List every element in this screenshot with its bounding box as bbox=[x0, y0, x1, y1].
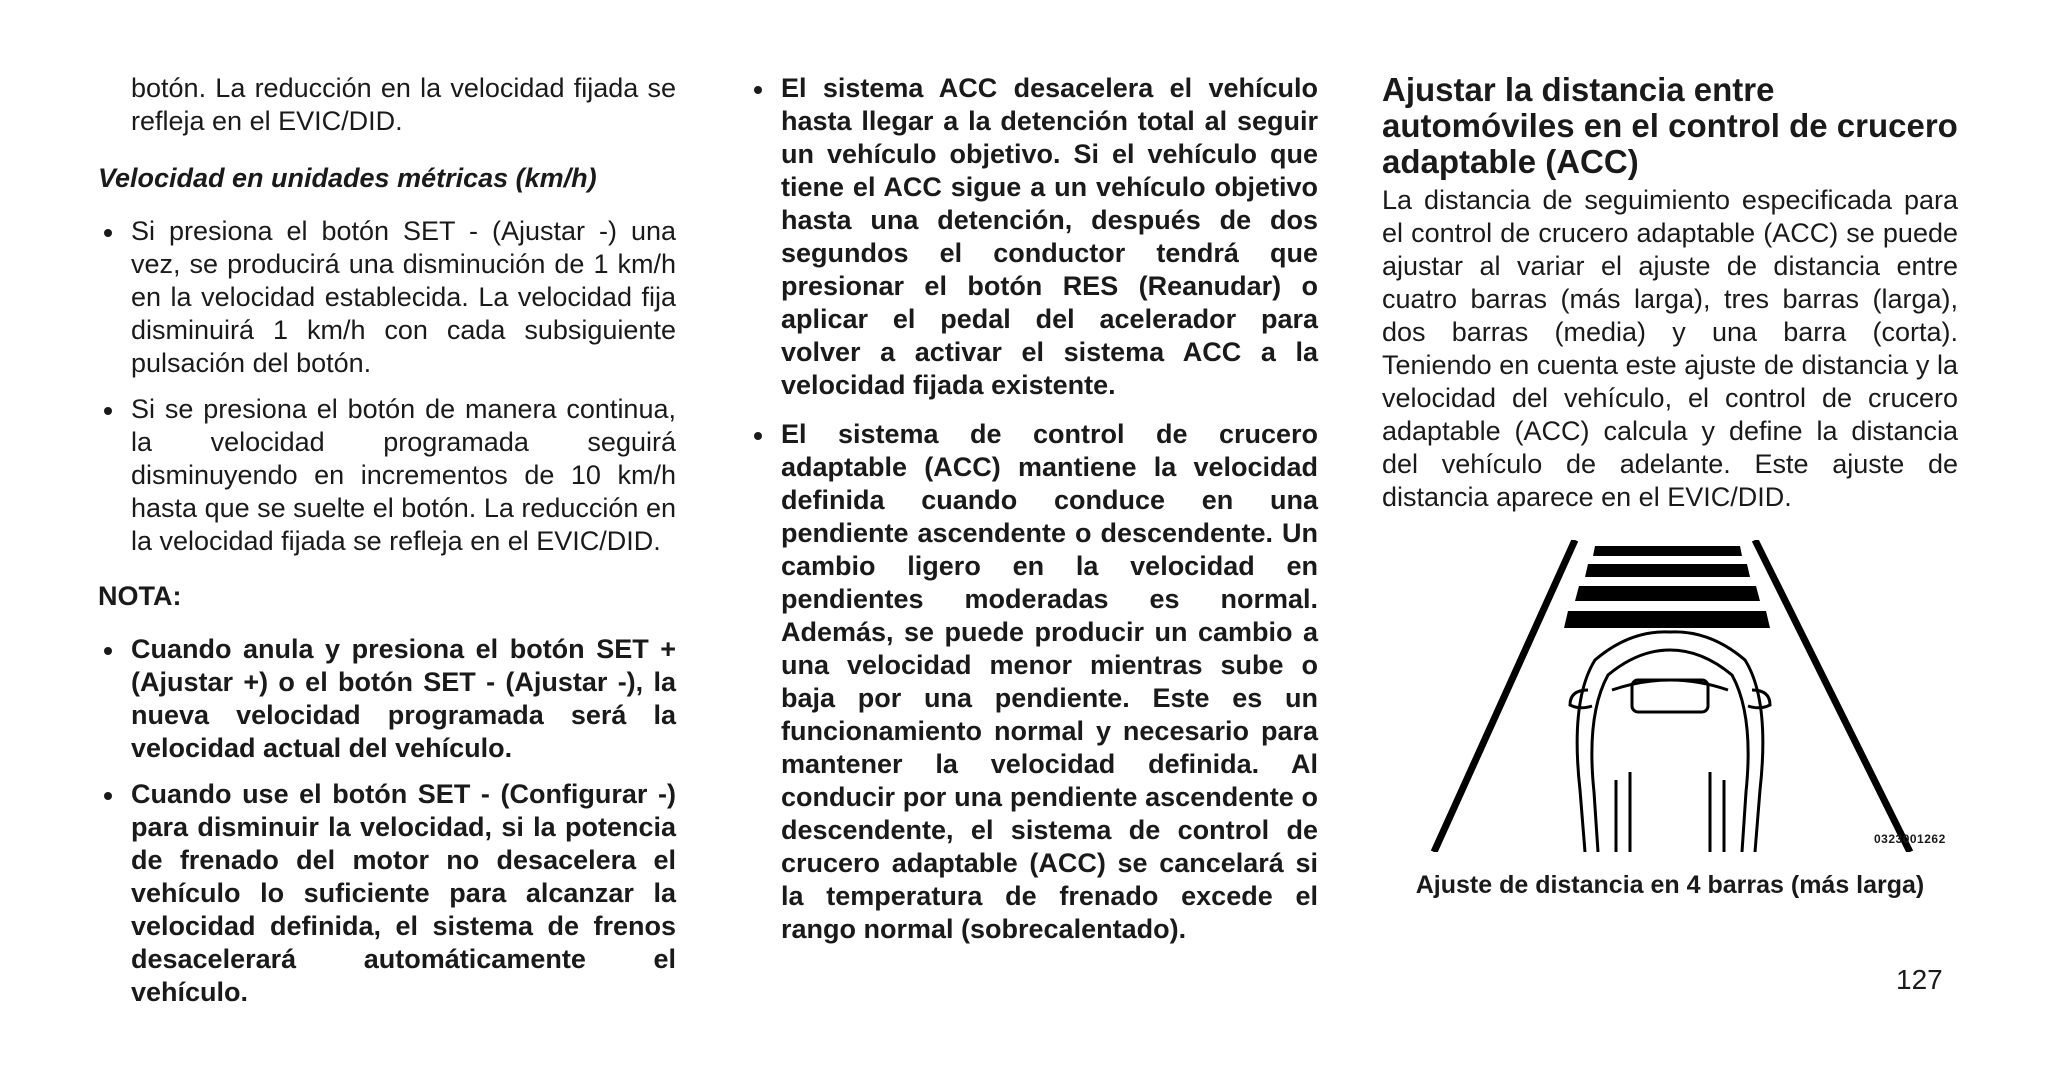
bullet-icon bbox=[104, 647, 112, 655]
section-body: La distancia de seguimiento especificada para el control de crucero adaptable (ACC) se puede ajustar al variar el ajuste de distancia entre cuatro barras (más larga), tres barras (larga), dos barras (media) y una barra (corta). Teniendo en cuenta este ajuste de distancia y la velocidad del vehículo, el control de crucero adaptable (ACC) calcula y define la distancia del vehículo de adelante. Este ajuste de distancia aparece en el EVIC/DID. bbox=[1382, 185, 1958, 512]
section-heading: Ajustar la distancia entre automóviles en el control de crucero adaptable (ACC) bbox=[1382, 71, 1958, 180]
note-heading: NOTA: bbox=[98, 581, 182, 611]
list-item: Si presiona el botón SET - (Ajustar -) una vez, se producirá una disminución de 1 km/h en la velocidad establecida. La velocidad fija disminuirá 1 km/h con cada subsiguiente pulsación del botón. bbox=[98, 215, 676, 380]
bullet-icon bbox=[754, 86, 762, 94]
column-left bbox=[98, 72, 676, 1022]
bullet-icon bbox=[104, 407, 112, 415]
distance-bar bbox=[1575, 586, 1760, 601]
acc-bullet-list bbox=[748, 72, 1318, 946]
list-item: El sistema ACC desacelera el vehículo hasta llegar a la detención total al seguir un vehículo objetivo. Si el vehículo que tiene el ACC sigue a un vehículo objetivo hasta una detención, después de dos segundos el conductor tendrá que presionar el botón RES (Reanudar) o aplicar el pedal del acelerador para volver a activar el sistema ACC a la velocidad fijada existente. bbox=[748, 72, 1318, 402]
column-middle bbox=[748, 72, 1318, 959]
metric-subheading: Velocidad en unidades métricas (km/h) bbox=[98, 163, 597, 193]
column-right bbox=[1382, 72, 1958, 514]
list-item: El sistema de control de crucero adaptable (ACC) mantiene la velocidad definida cuando conduce en una pendiente ascendente o descendente. Un cambio ligero en la velocidad en pendientes moderadas es normal. Además, se puede producir un cambio a una velocidad menor mientras sube o baja por una pendiente. Este es un funcionamiento normal y necesario para mantener la velocidad definida. Al conducir por una pendiente ascendente o descendente, el sistema de control de crucero adaptable (ACC) se cancelará si la temperatura de frenado excede el rango normal (sobrecalentado). bbox=[748, 418, 1318, 946]
list-item: Si se presiona el botón de manera continua, la velocidad programada seguirá disminuyendo en incrementos de 10 km/h hasta que se suelte el botón. La reducción en la velocidad fijada se refleja en el EVIC/DID. bbox=[98, 393, 676, 558]
distance-bar bbox=[1564, 611, 1770, 628]
note-bullet-list bbox=[98, 633, 676, 1009]
list-item: Cuando use el botón SET - (Configurar -) para disminuir la velocidad, si la potencia de frenado del motor no desacelera el vehículo lo suficiente para alcanzar la velocidad definida, el sistema de frenos desacelerará automáticamente el vehículo. bbox=[98, 778, 676, 1009]
intro-paragraph: botón. La reducción en la velocidad fijada se refleja en el EVIC/DID. bbox=[131, 73, 676, 136]
distance-bar bbox=[1585, 564, 1750, 577]
page-number: 127 bbox=[1896, 964, 1943, 995]
bullet-icon bbox=[104, 792, 112, 800]
figure-code: 0323001262 bbox=[1874, 832, 1946, 846]
list-item: Cuando anula y presiona el botón SET + (Ajustar +) o el botón SET - (Ajustar -), la nueva velocidad programada será la velocidad actual del vehículo. bbox=[98, 633, 676, 765]
figure-caption: Ajuste de distancia en 4 barras (más larga) bbox=[1415, 871, 1925, 899]
distance-setting-illustration bbox=[1420, 540, 1960, 852]
metric-bullet-list bbox=[98, 215, 676, 558]
bullet-icon bbox=[754, 432, 762, 440]
bullet-icon bbox=[104, 229, 112, 237]
car-icon bbox=[1570, 632, 1770, 852]
distance-bar bbox=[1593, 546, 1742, 556]
